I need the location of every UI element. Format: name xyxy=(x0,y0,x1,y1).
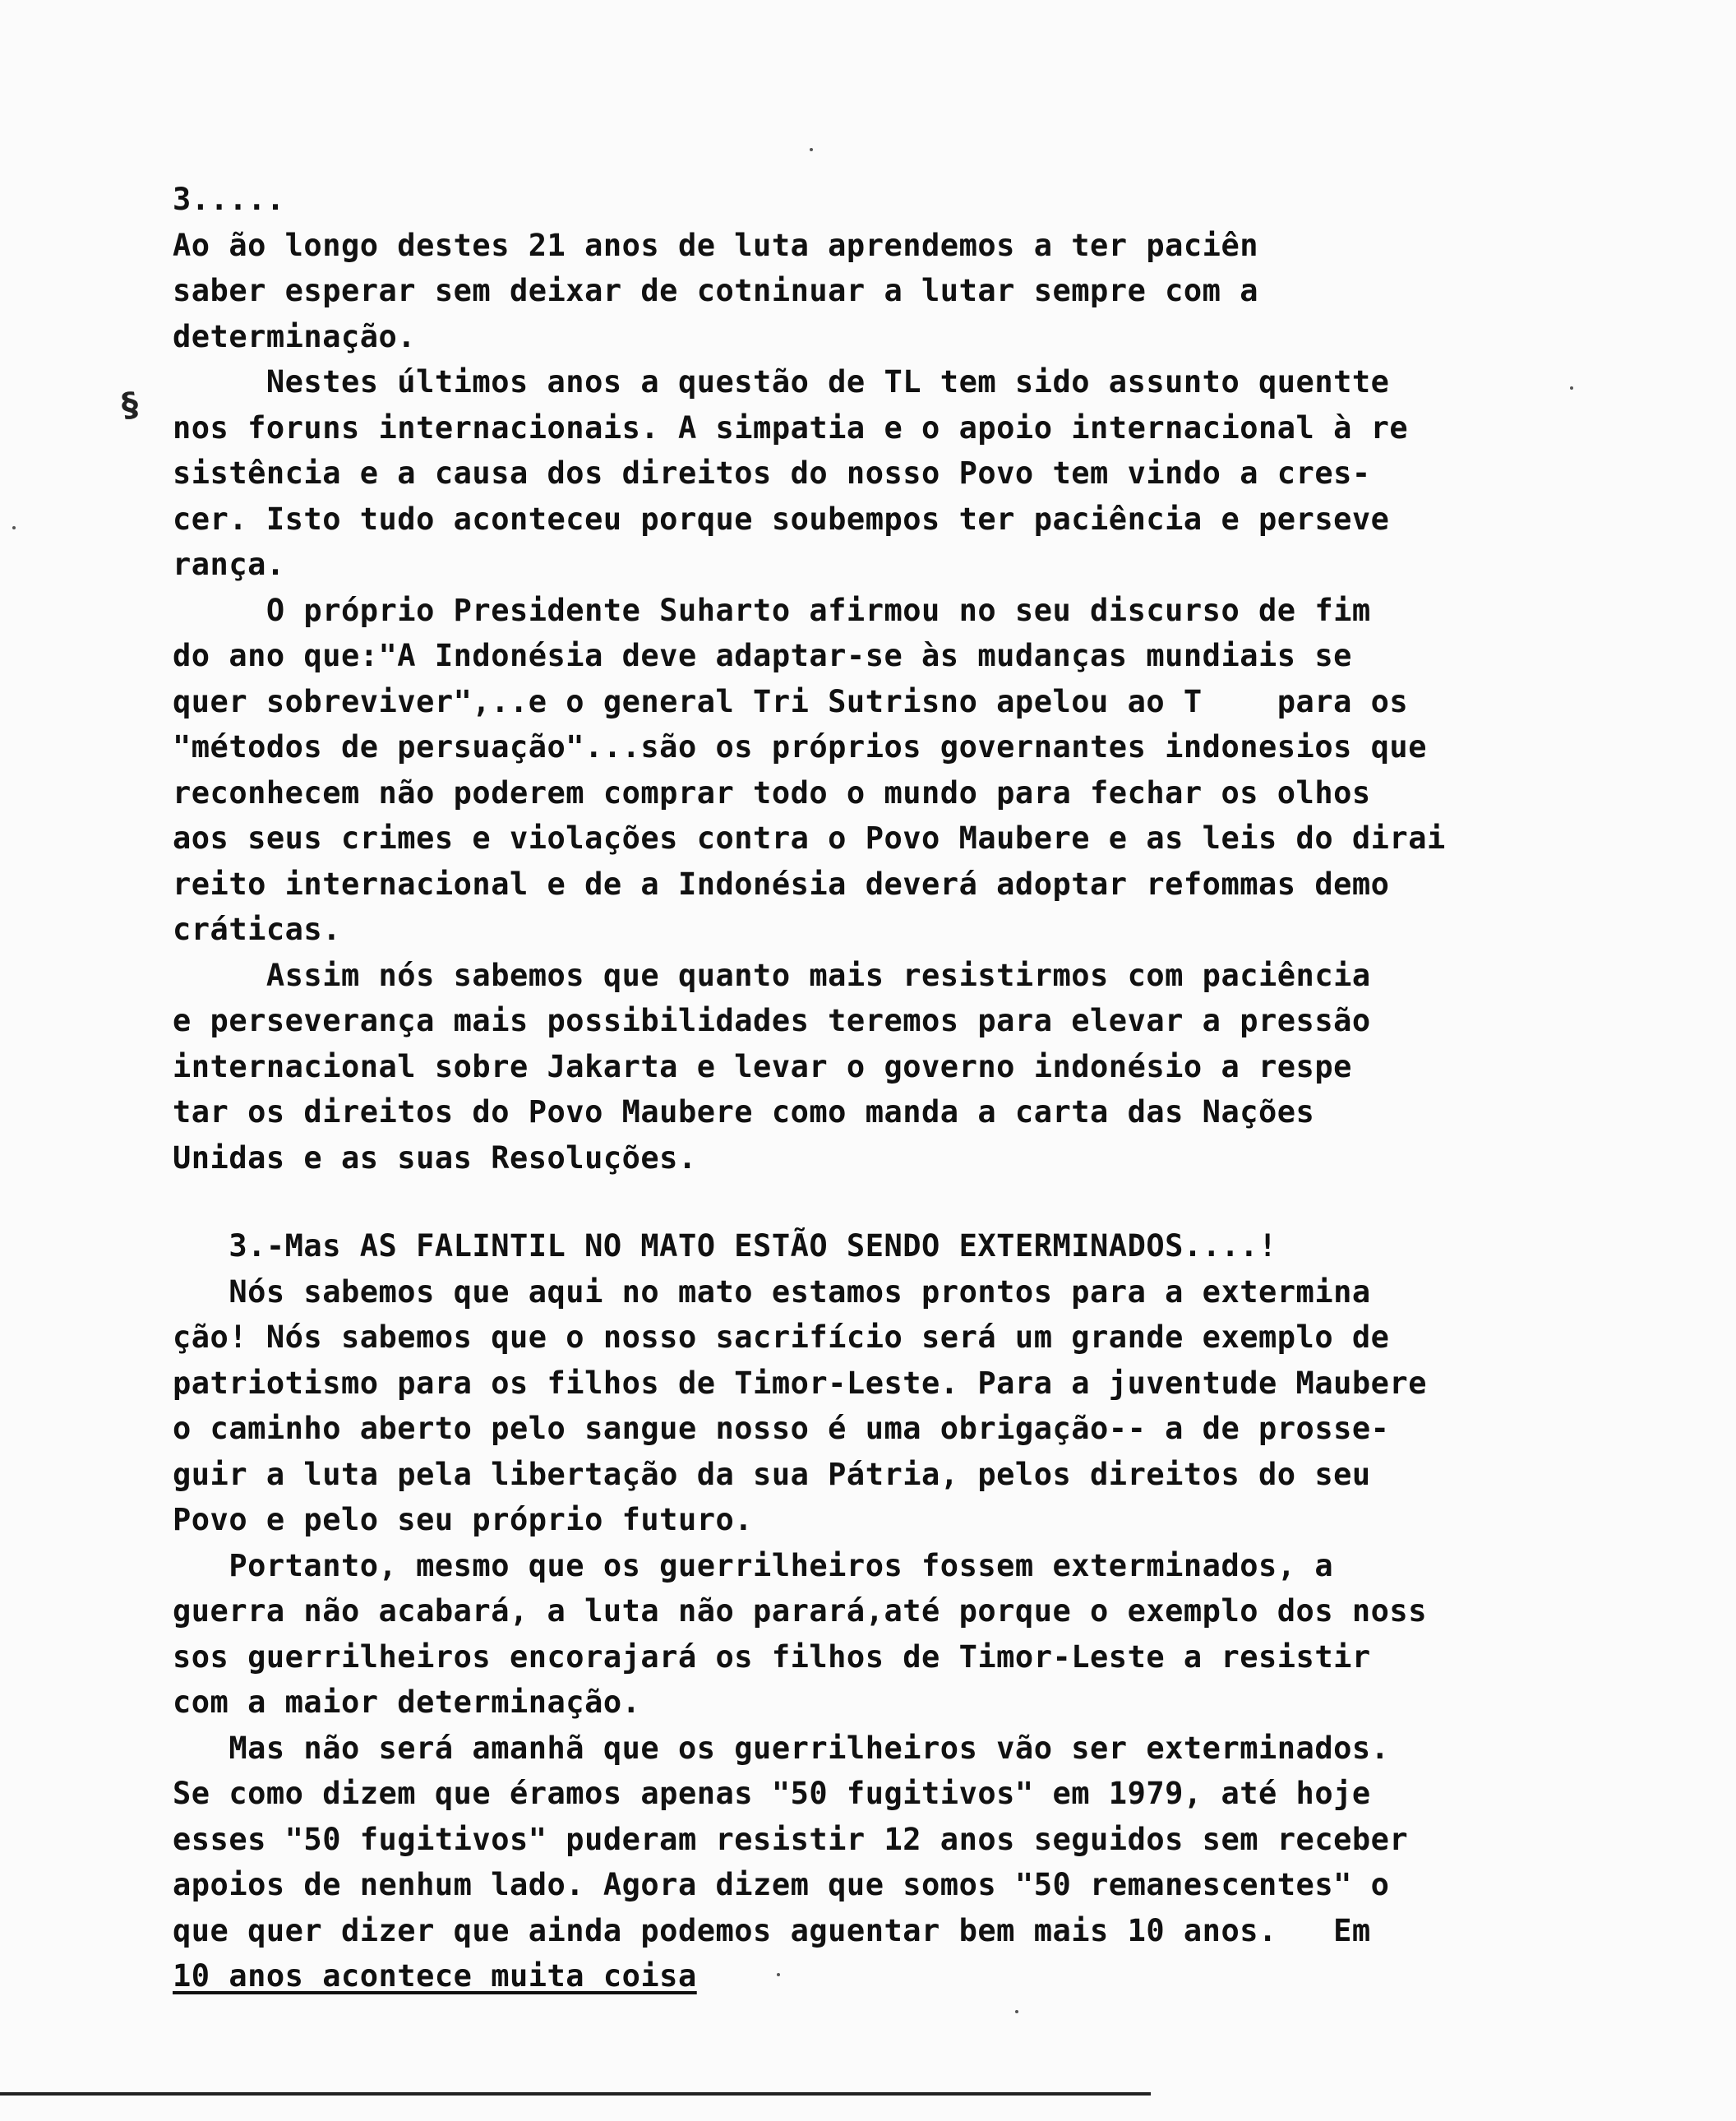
text-line: aos seus crimes e violações contra o Povo Maubere e as leis do dirai xyxy=(173,820,1446,856)
text-line: com a maior determinação. xyxy=(173,1684,641,1720)
text-line: rança. xyxy=(173,547,285,582)
text-line: guir a luta pela libertação da sua Pátria, pelos direitos do seu xyxy=(173,1456,1371,1492)
text-line: cer. Isto tudo aconteceu porque soubempos ter paciência e perseve xyxy=(173,501,1390,537)
text-line: Nós sabemos que aqui no mato estamos prontos para a extermina xyxy=(173,1273,1371,1310)
text-line: patriotismo para os filhos de Timor-Leste. Para a juventude Maubere xyxy=(173,1365,1427,1401)
paragraph-gap xyxy=(173,1181,1570,1223)
text-line: nos foruns internacionais. A simpatia e o apoio internacional à re xyxy=(173,409,1409,446)
text-line: Portanto, mesmo que os guerrilheiros fossem exterminados, a xyxy=(173,1547,1334,1583)
text-line: guerra não acabará, a luta não parará,até porque o exemplo dos noss xyxy=(173,1593,1427,1629)
margin-annotation: § xyxy=(118,385,141,426)
scan-speck xyxy=(810,148,813,151)
text-line: saber esperar sem deixar de cotninuar a lutar sempre com a xyxy=(173,273,1259,308)
scan-speck xyxy=(1015,2010,1018,2013)
text-line: e perseverança mais possibilidades teremos para elevar a pressão xyxy=(173,1003,1371,1038)
underlined-closing-line: 10 anos acontece muita coisa xyxy=(173,1958,697,1994)
text-line: O próprio Presidente Suharto afirmou no seu discurso de fim xyxy=(173,592,1371,628)
text-line: Ao ão longo destes 21 anos de luta aprendemos a ter paciên xyxy=(173,227,1259,263)
text-line: do ano que:"A Indonésia deve adaptar-se às mudanças mundiais se xyxy=(173,638,1352,673)
text-line: Se como dizem que éramos apenas "50 fugitivos" em 1979, até hoje xyxy=(173,1776,1371,1811)
text-line: Unidas e as suas Resoluções. xyxy=(173,1139,697,1176)
text-line: esses "50 fugitivos" puderam resistir 12 anos seguidos sem receber xyxy=(173,1821,1409,1857)
section-2-header: 3.-Mas AS FALINTIL NO MATO ESTÃO SENDO EXTERMINADOS....! xyxy=(173,1228,1277,1264)
document-body xyxy=(173,177,1570,1999)
scan-speck xyxy=(1570,386,1573,390)
text-line: internacional sobre Jakarta e levar o governo indonésio a respe xyxy=(173,1048,1352,1084)
section-header: 3..... xyxy=(173,182,285,217)
text-line: "métodos de persuação"...são os próprios governantes indonesios que xyxy=(173,729,1427,765)
scan-edge-line xyxy=(0,2092,1151,2096)
scan-speck xyxy=(777,1973,780,1976)
text-line: o caminho aberto pelo sangue nosso é uma obrigação-- a de prosse- xyxy=(173,1411,1390,1446)
scan-speck xyxy=(12,526,16,529)
text-line: determinação. xyxy=(173,318,417,354)
text-line: quer sobreviver",..e o general Tri Sutrisno apelou ao T para os xyxy=(173,683,1409,719)
text-line: cráticas. xyxy=(173,912,341,947)
text-line: sos guerrilheiros encorajará os filhos de Timor-Leste a resistir xyxy=(173,1638,1371,1675)
text-line: reito internacional e de a Indonésia deverá adoptar refommas demo xyxy=(173,866,1390,902)
text-line: ção! Nós sabemos que o nosso sacrifício será um grande exemplo de xyxy=(173,1319,1390,1355)
text-line: tar os direitos do Povo Maubere como manda a carta das Nações xyxy=(173,1094,1315,1130)
text-line: Povo e pelo seu próprio futuro. xyxy=(173,1502,754,1537)
text-line: sistência e a causa dos direitos do nosso Povo tem vindo a cres- xyxy=(173,455,1371,491)
text-line: que quer dizer que ainda podemos aguentar bem mais 10 anos. Em xyxy=(173,1912,1371,1948)
text-line: apoios de nenhum lado. Agora dizem que somos "50 remanescentes" o xyxy=(173,1867,1390,1902)
text-line: Mas não será amanhã que os guerrilheiros vão ser exterminados. xyxy=(173,1730,1390,1766)
text-line: Nestes últimos anos a questão de TL tem sido assunto quentte xyxy=(173,364,1390,400)
text-line: reconhecem não poderem comprar todo o mundo para fechar os olhos xyxy=(173,774,1371,811)
text-line: Assim nós sabemos que quanto mais resistirmos com paciência xyxy=(173,957,1371,993)
